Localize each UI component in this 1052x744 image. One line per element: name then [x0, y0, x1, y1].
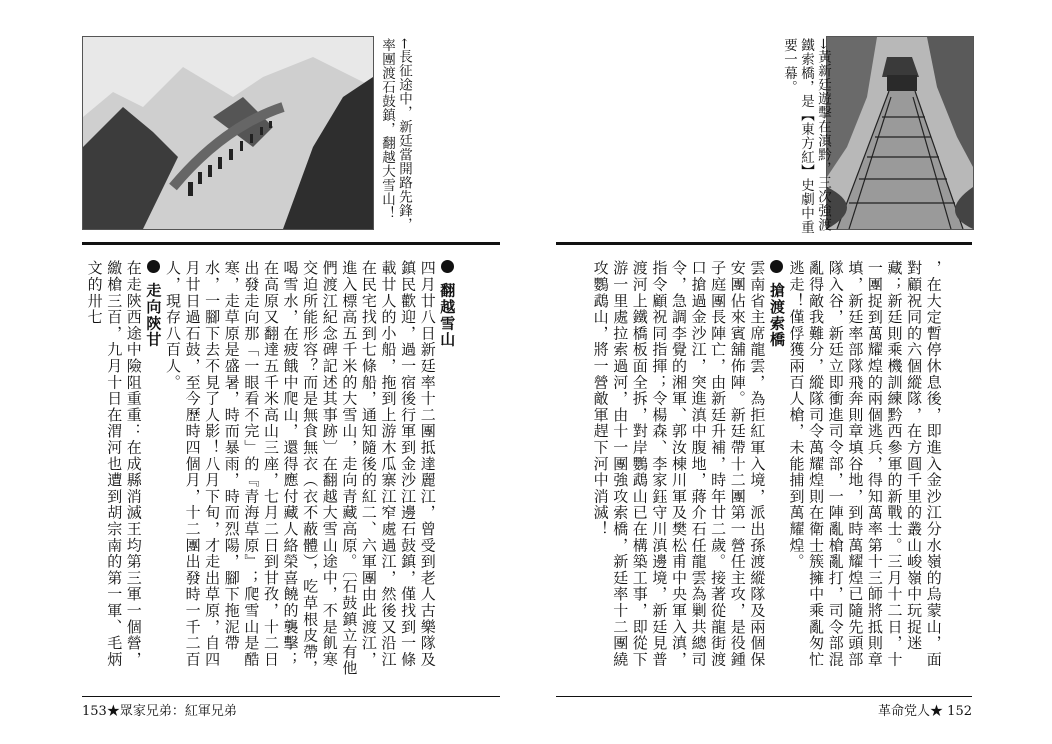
bullet-icon [441, 260, 454, 273]
section-heading-bridge [768, 260, 786, 348]
snow-mountain-caption: ←長征途中，新廷當開路先鋒，率團渡石鼓鎮，翻越大雪山！ [379, 38, 412, 232]
bullet-icon [770, 260, 783, 273]
footer-right-page-number: 革命党人★ 152 [556, 696, 972, 719]
left-paragraph-1: 四月廿八日新廷率十二團抵達麗江，曾受到老人古樂隊及鎮民歡迎，過一宿後行軍到金沙江邊石鼓鎮，僅找到一條載廿人的小船，拖到上游木瓜寨江窄處過江，然後又沿江在民宅找到七條船，通知隨後的紅二、六軍團由此渡江，進入標高五千米的大雪山，走向青藏高原。〔石鼓鎮立有他們渡江紀念碑記述其事跡〕在翻越大雪山途中，不是飢寒交迫所能形容？而是無食無衣（衣不蔽體），吃草根皮帶，喝雪水，在疲餓中爬山，還得應付藏人絡榮喜饒的襲擊；在高原又翻達五千米高山三座，七月二日到甘孜，十二日出發走向那「一眼看不完」的『青海草原』；爬雪山是酷寒，走草原是盛暑，時而暴雨，時而烈陽，腳下拖泥帶水，一腳下去不見了人影！八月下旬，才走出草原，自四月廿日過石鼓，至今歷時四個月，十二團出發時一千二百人，現存八百人。 [163, 260, 437, 677]
footer-left-page-number: 153★眾家兄弟：紅軍兄弟 [82, 696, 500, 719]
section-heading-shaanxi-gansu-text: 走向陝甘 [144, 282, 163, 348]
section-heading-shaanxi-gansu [144, 260, 162, 348]
bridge-illustration [826, 36, 974, 230]
bullet-icon [147, 260, 160, 273]
right-page-body [590, 260, 943, 680]
bridge-caption: →黃新廷遊擊在滇黔，三次強渡鐵索橋，是【東方紅】史劇中重要一幕。 [781, 38, 831, 234]
snow-mountain-illustration [82, 36, 374, 230]
section-heading-snow-mountain-text: 翻越雪山 [438, 282, 457, 348]
section-heading-bridge-text: 搶渡索橋 [767, 282, 786, 348]
section-heading-snow-mountain [438, 260, 456, 348]
divider-rule-left [82, 242, 500, 245]
divider-rule-right [556, 242, 972, 245]
right-paragraph-1: ，在大定暫停休息後，即進入金沙江分水嶺的烏蒙山，面對顧祝同的六個縱隊，在方圓千里的叢山峻嶺中玩捉迷藏；新廷則乘機訓練黔西參軍的新戰士。三月十二日，十一團捉到萬耀煌的兩個逃兵，得知萬率第十三師將抵則章填，新廷率部隊飛奔則章填谷地，到時萬耀煌已隨先頭部隊入谷，新廷立即衝進司令部，一陣亂槍亂打，司令部混亂得敵我難分，縱隊司令萬耀煌則在衛士簇擁中乘亂匆忙逃走！僅俘獲兩百人槍，未能捕到萬耀煌。 [787, 260, 943, 668]
right-paragraph-2: 雲南省主席龍雲，為拒紅軍入境，派出孫渡縱隊及兩個保安團佔來賓舖佈陣。新廷帶十二團第一營任主攻，是役鍾子庭團長陣亡，由新廷升補，時年廿二歲。接著從龍街渡口搶過金沙江，突進滇中腹地，蔣介石任龍雲為剿共總司令，急調李覺的湘軍、郭汝棟川軍及樊松甫中央軍入滇，指令顧祝同指揮；令楊森、李家鈺守川滇邊境，新廷見普渡河上鐵橋板面全拆，對岸鸚鵡山已在構築工事，即從下游一里處拉索過河，由十一團強攻索橋，新廷率十二團繞攻鸚鵡山，將一營敵軍趕下河中消滅！ [591, 260, 767, 668]
left-paragraph-2: 在走陝西途中險阻重重：在成縣消滅王均第三軍一個營，繳槍三百，九月十日在渭河也遭到胡宗南的第一軍、毛炳文的卅七 [85, 260, 143, 668]
left-page-body [84, 260, 456, 680]
